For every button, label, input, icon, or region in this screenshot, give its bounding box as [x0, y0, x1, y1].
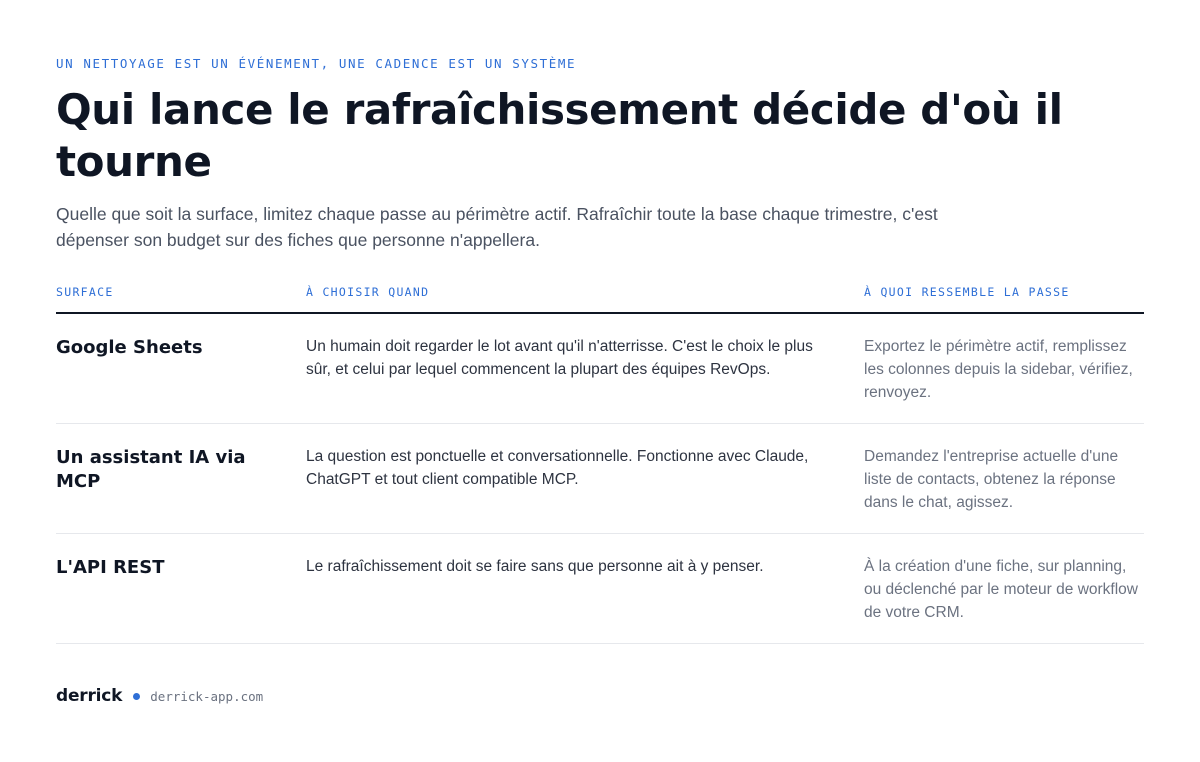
row-when: La question est ponctuelle et conversationnelle. Fonctionne avec Claude, ChatGPT et tout client compatible MCP.: [306, 448, 809, 488]
table-row: [56, 534, 1144, 644]
eyebrow: UN NETTOYAGE EST UN ÉVÉNEMENT, UNE CADENCE EST UN SYSTÈME: [56, 56, 577, 71]
brand-logo: derrick: [56, 686, 123, 706]
row-pass: Exportez le périmètre actif, remplissez les colonnes depuis la sidebar, vérifiez, renvoyez.: [864, 338, 1133, 401]
header-when: À CHOISIR QUAND: [306, 285, 430, 299]
row-when: Le rafraîchissement doit se faire sans que personne ait à y penser.: [306, 558, 764, 575]
row-when: Un humain doit regarder le lot avant qu'il n'atterrisse. C'est le choix le plus sûr, et celui par lequel commencent la plupart des équipes RevOps.: [306, 338, 813, 378]
footer: [56, 684, 263, 708]
surface-table: [56, 280, 1144, 644]
footer-url: derrick-app.com: [150, 688, 264, 704]
row-pass: Demandez l'entreprise actuelle d'une liste de contacts, obtenez la réponse dans le chat, agissez.: [864, 448, 1119, 511]
table-row: [56, 424, 1144, 534]
table-header: [56, 280, 1144, 314]
row-pass: À la création d'une fiche, sur planning, ou déclenché par le moteur de workflow de votre CRM.: [864, 558, 1138, 621]
page-title: Qui lance le rafraîchissement décide d'où il tourne: [56, 85, 1063, 186]
row-surface: Un assistant IA via MCP: [56, 447, 246, 492]
header-surface: SURFACE: [56, 285, 114, 299]
row-surface: L'API REST: [56, 557, 165, 578]
table-row: [56, 314, 1144, 424]
lead-paragraph: Quelle que soit la surface, limitez chaque passe au périmètre actif. Rafraîchir toute la base chaque trimestre, c'est dépenser son budget sur des fiches que personne n'appellera.: [56, 204, 938, 250]
row-surface: Google Sheets: [56, 337, 203, 358]
header-pass: À QUOI RESSEMBLE LA PASSE: [864, 285, 1070, 299]
separator-dot-icon: [133, 693, 140, 700]
